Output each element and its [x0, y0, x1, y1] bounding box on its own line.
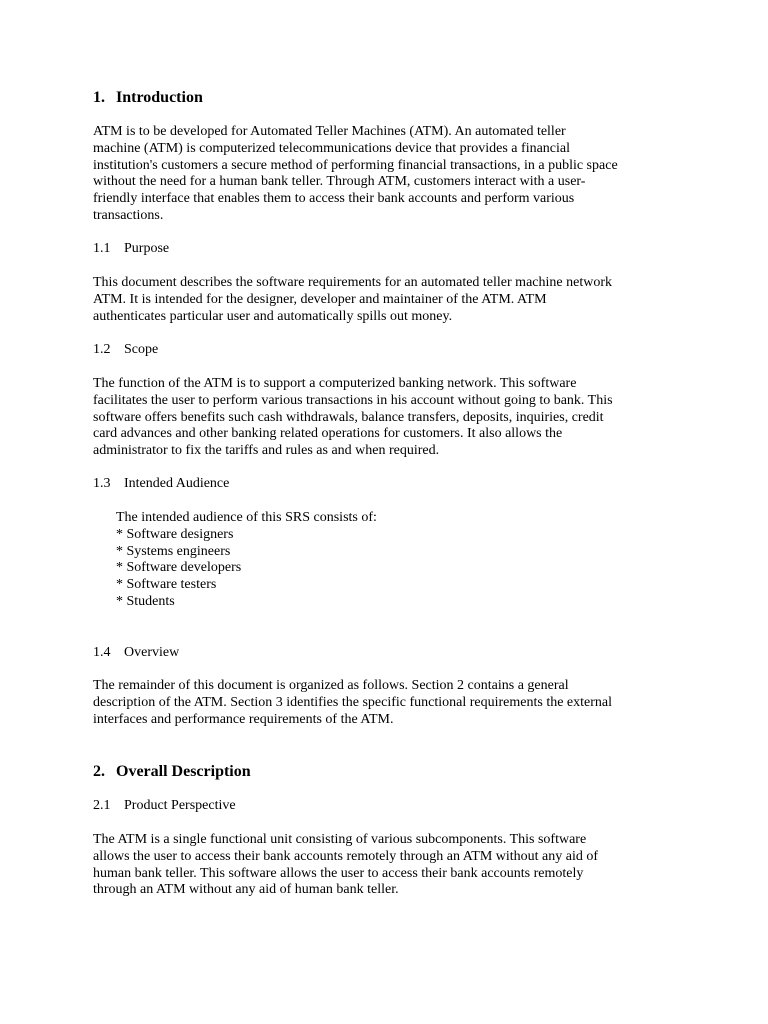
text-line: institution's customers a secure method of performing financial transactions, in a public space	[93, 157, 618, 173]
intended-audience-list	[116, 510, 377, 611]
subsection-title: Purpose	[124, 241, 170, 256]
text-line: authenticates particular user and automatically spills out money.	[93, 308, 453, 324]
text-line: facilitates the user to perform various transactions in his account without going to bank. This	[93, 392, 613, 408]
list-item: * Software testers	[116, 577, 217, 593]
text-line: transactions.	[93, 207, 164, 223]
text-line: human bank teller. This software allows the user to access their bank accounts remotely	[93, 865, 584, 881]
section-number: 1.	[93, 89, 105, 106]
introduction-paragraph	[93, 124, 618, 225]
list-item: * Software developers	[116, 560, 242, 576]
product-perspective-paragraph	[93, 832, 598, 899]
text-line: software offers benefits such cash withdrawals, balance transfers, deposits, inquiries, credit	[93, 409, 604, 425]
text-line: ATM. It is intended for the designer, developer and maintainer of the ATM. ATM	[93, 291, 547, 307]
scope-paragraph	[93, 376, 613, 460]
subsection-number: 1.2	[93, 342, 111, 357]
text-line: This document describes the software requirements for an automated teller machine network	[93, 275, 612, 290]
text-line: administrator to fix the tariffs and rules as and when required.	[93, 443, 440, 459]
subsection-number: 1.4	[93, 645, 111, 660]
text-line: friendly interface that enables them to access their bank accounts and perform various	[93, 191, 575, 207]
text-line: ATM is to be developed for Automated Teller Machines (ATM). An automated teller	[93, 124, 566, 139]
text-line: The function of the ATM is to support a computerized banking network. This software	[93, 376, 577, 391]
subsection-heading-purpose	[93, 241, 169, 258]
text-line: The remainder of this document is organized as follows. Section 2 contains a general	[93, 678, 569, 693]
subsection-number: 2.1	[93, 798, 111, 813]
subsection-heading-scope	[93, 342, 158, 359]
subsection-heading-overview	[93, 645, 179, 662]
section-heading-overall-description	[93, 762, 251, 782]
subsection-title: Product Perspective	[124, 798, 236, 813]
section-heading-introduction	[93, 88, 203, 108]
overview-paragraph	[93, 678, 612, 728]
text-line: The ATM is a single functional unit consisting of various subcomponents. This software	[93, 832, 587, 847]
list-item: * Software designers	[116, 526, 234, 542]
subsection-heading-product-perspective	[93, 798, 236, 815]
text-line: allows the user to access their bank accounts remotely through an ATM without any aid of	[93, 848, 599, 864]
text-line: card advances and other banking related operations for customers. It also allows the	[93, 426, 563, 442]
text-line: description of the ATM. Section 3 identifies the specific functional requirements the external	[93, 694, 613, 710]
subsection-title: Overview	[124, 645, 180, 660]
list-item: * Students	[116, 593, 175, 609]
subsection-heading-intended-audience	[93, 476, 229, 493]
text-line: machine (ATM) is computerized telecommunications device that provides a financial	[93, 140, 570, 156]
purpose-paragraph	[93, 275, 612, 325]
section-title: Overall Description	[116, 763, 251, 780]
subsection-number: 1.1	[93, 241, 111, 256]
list-item: * Systems engineers	[116, 543, 231, 559]
subsection-title: Intended Audience	[124, 476, 230, 491]
subsection-title: Scope	[124, 342, 159, 357]
section-number: 2.	[93, 763, 105, 780]
text-line: without the need for a human bank teller. Through ATM, customers interact with a user-	[93, 174, 586, 190]
subsection-number: 1.3	[93, 476, 111, 491]
text-line: through an ATM without any aid of human bank teller.	[93, 882, 399, 898]
text-line: interfaces and performance requirements of the ATM.	[93, 711, 394, 727]
audience-intro: The intended audience of this SRS consists of:	[116, 510, 377, 525]
section-title: Introduction	[116, 89, 203, 106]
